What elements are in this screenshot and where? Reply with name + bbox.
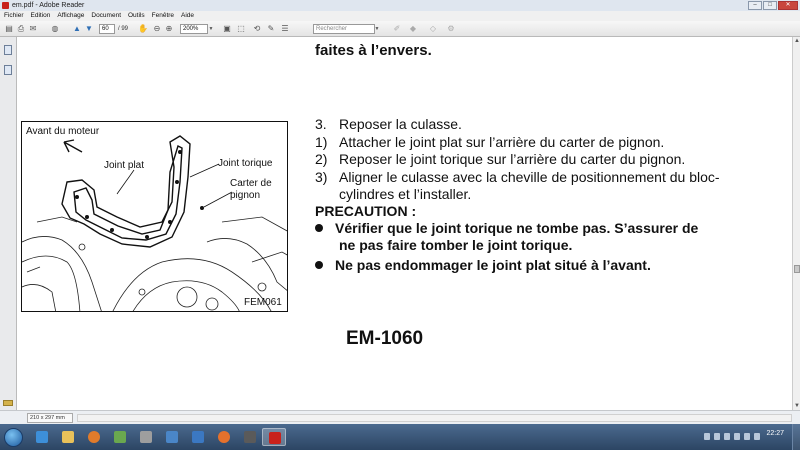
app-icon (166, 431, 178, 443)
step-number: 3) (315, 169, 328, 185)
app-icon (192, 431, 204, 443)
zoom-out-icon[interactable]: ⊖ (153, 24, 161, 33)
step-text: Reposer le joint torique sur l’arrière du carter du pignon. (339, 151, 686, 167)
bookmarks-panel-icon[interactable] (4, 65, 12, 75)
fit-page-icon[interactable]: ▣ (223, 24, 231, 33)
substep-3 (315, 169, 720, 185)
search-dropdown-icon[interactable]: ▼ (374, 26, 380, 32)
bullet-icon (315, 224, 323, 232)
taskbar-media[interactable] (82, 428, 106, 446)
taskbar-app9[interactable] (238, 428, 262, 446)
page-number-input[interactable]: 60 (99, 24, 115, 34)
top-heading: faites à l’envers. (315, 42, 432, 59)
bullet-icon (315, 261, 323, 269)
show-desktop-button[interactable] (792, 424, 800, 450)
tools-icon[interactable]: ⚙ (447, 24, 455, 33)
taskbar-app4[interactable] (108, 428, 132, 446)
bullet-text: Ne pas endommager le joint plat situé à l’avant. (335, 257, 651, 273)
email-icon[interactable]: ✉ (29, 24, 37, 33)
taskbar-adobe-reader[interactable] (262, 428, 286, 446)
hand-tool-icon[interactable]: ✋ (138, 24, 148, 33)
clock[interactable]: 22:27 (766, 430, 784, 437)
scroll-thumb[interactable] (794, 265, 800, 273)
volume-icon[interactable] (744, 433, 750, 440)
label-engine-front: Avant du moteur (26, 126, 100, 137)
close-button[interactable]: ✕ (778, 1, 798, 10)
menu-bar (0, 11, 800, 21)
step-text: Attacher le joint plat sur l’arrière du carter de pignon. (339, 134, 665, 150)
label-gear-case-line2: pignon (230, 190, 261, 201)
menu-document[interactable]: Document (91, 12, 121, 19)
step-number: 3. (315, 116, 327, 132)
step-number: 2) (315, 151, 328, 167)
chevron-down-icon[interactable]: ▼ (208, 26, 214, 32)
media-player-icon (88, 431, 100, 443)
scroll-up-icon[interactable]: ▲ (794, 38, 800, 44)
app-icon (114, 431, 126, 443)
substep-1 (315, 134, 664, 150)
tray-icon[interactable] (714, 433, 720, 440)
attach-icon[interactable]: ◇ (429, 24, 437, 33)
previous-page-icon[interactable]: ▲ (73, 24, 81, 33)
sign-icon[interactable]: ✐ (393, 24, 401, 33)
highlight-icon[interactable]: ◆ (409, 24, 417, 33)
taskbar-ie[interactable] (30, 428, 54, 446)
step-text: Reposer la culasse. (339, 116, 462, 132)
toolbar (0, 21, 800, 37)
fit-width-icon[interactable]: ⬚ (237, 24, 245, 33)
substep-2 (315, 151, 685, 167)
label-flat-gasket: Joint plat (104, 160, 145, 171)
taskbar-app7[interactable] (186, 428, 210, 446)
substep-3-continued: cylindres et l’installer. (339, 186, 472, 202)
taskbar-app5[interactable] (134, 428, 158, 446)
taskbar-firefox[interactable] (212, 428, 236, 446)
label-o-ring: Joint torique (218, 158, 273, 169)
zoom-level-select[interactable]: 200% (180, 24, 208, 34)
system-tray (704, 433, 760, 440)
figure-code: FEM061 (244, 297, 282, 308)
engine-diagram (22, 122, 288, 312)
tray-icon[interactable] (734, 433, 740, 440)
step-text: Aligner le culasse avec la cheville de positionnement du bloc- (339, 169, 720, 185)
tray-icon[interactable] (704, 433, 710, 440)
folder-icon (62, 431, 74, 443)
menu-fenetre[interactable]: Fenêtre (151, 12, 175, 19)
comments-panel-icon[interactable] (3, 400, 13, 406)
taskbar-app6[interactable] (160, 428, 184, 446)
menu-fichier[interactable]: Fichier (4, 12, 24, 19)
tray-icon[interactable] (724, 433, 730, 440)
bullet-text: Vérifier que le joint torique ne tombe pas. S’assurer de (335, 220, 699, 236)
title-bar (0, 0, 800, 11)
document-view (18, 37, 791, 410)
precaution-title: PRECAUTION : (315, 203, 417, 219)
start-button[interactable] (4, 428, 23, 447)
window-title: em.pdf - Adobe Reader (12, 2, 85, 9)
precaution-bullet-1-continued: ne pas faire tomber le joint torique. (339, 237, 573, 253)
adobe-reader-icon (2, 2, 9, 9)
adobe-reader-icon (269, 432, 281, 444)
taskbar (0, 424, 800, 450)
step-3 (315, 116, 462, 132)
step-number: 1) (315, 134, 328, 150)
minimize-button[interactable]: – (748, 1, 762, 10)
menu-aide[interactable]: Aide (181, 12, 195, 19)
precaution-bullet-2 (315, 257, 651, 273)
network-icon[interactable] (754, 433, 760, 440)
taskbar-explorer[interactable] (56, 428, 80, 446)
firefox-icon (218, 431, 230, 443)
navigation-panel (0, 37, 17, 410)
next-page-icon[interactable]: ▼ (85, 24, 93, 33)
edit-icon[interactable]: ✎ (267, 24, 275, 33)
zoom-in-icon[interactable]: ⊕ (165, 24, 173, 33)
comment-icon[interactable]: ☰ (281, 24, 289, 33)
scroll-down-icon[interactable]: ▼ (794, 403, 800, 409)
rotate-icon[interactable]: ⟲ (253, 24, 261, 33)
app-icon (140, 431, 152, 443)
label-gear-case-line1: Carter de (230, 178, 272, 189)
pages-panel-icon[interactable] (4, 45, 12, 55)
search-input[interactable]: Rechercher (313, 24, 375, 34)
print-icon[interactable]: ⎙ (17, 24, 25, 33)
window-controls (748, 1, 798, 10)
vertical-scrollbar[interactable] (792, 37, 800, 410)
internet-explorer-icon (36, 431, 48, 443)
engine-figure (21, 121, 288, 312)
app-icon (244, 431, 256, 443)
precaution-bullet-1 (315, 220, 698, 236)
horizontal-scrollbar[interactable] (77, 414, 792, 422)
page-size-indicator: 210 x 297 mm (27, 413, 73, 423)
open-folder-icon[interactable]: ▤ (5, 24, 13, 33)
menu-edition[interactable]: Edition (30, 12, 51, 19)
menu-affichage[interactable]: Affichage (57, 12, 85, 19)
page-total: / 99 (118, 26, 129, 32)
page-code: EM-1060 (346, 328, 424, 349)
share-icon[interactable]: ◍ (51, 24, 59, 33)
menu-outils[interactable]: Outils (128, 12, 145, 19)
maximize-button[interactable]: □ (763, 1, 777, 10)
status-bar (0, 410, 800, 424)
